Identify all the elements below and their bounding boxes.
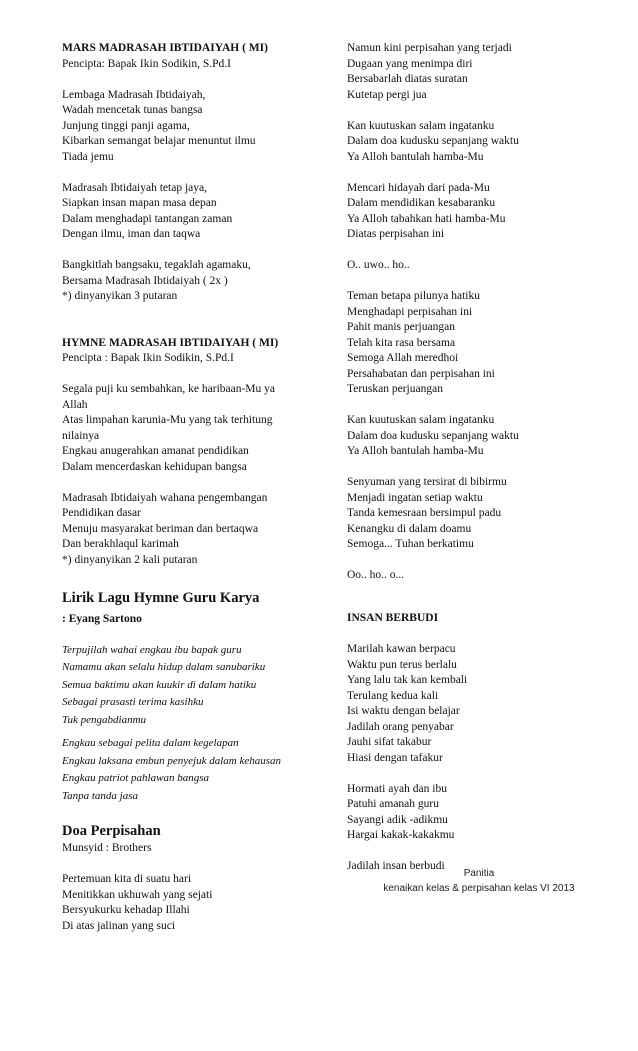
footer-committee: Panitia [463,868,495,879]
footer-event: kenaikan kelas & perpisahan kelas VI 2013 [383,883,575,894]
lyric-line: Namun kini perpisahan yang terjadi [347,42,512,54]
lyric-line: Terulang kedua kali [347,689,439,702]
lyric-line: Madrasah Ibtidaiyah wahana pengembangan [62,491,268,504]
song-title: INSAN BERBUDI [347,612,439,624]
lyric-line: Ya Alloh bantulah hamba-Mu [347,150,484,163]
lyric-line: Isi waktu dengan belajar [347,705,460,717]
lyric-line: Oo.. ho.. o... [347,569,405,581]
spacer [62,320,324,336]
spacer [347,627,587,643]
spacer [347,584,587,600]
spacer [347,766,587,782]
lyric-line: Kibarkan semangat belajar menuntut ilmu [62,135,256,147]
song-author: Pencipta: Bapak Ikin Sodikin, S.Pd.I [62,57,231,70]
lyric-line: Jauhi sifat takabur [347,736,432,748]
spacer [62,805,324,821]
lyric-line: Engkau anugerahkan amanat pendidikan [62,445,249,457]
lyric-line: Namamu akan selalu hidup dalam sanubariku [62,661,266,673]
lyric-line: Senyuman yang tersirat di bibirmu [347,476,507,488]
lyric-line: Yang lalu tak kan kembali [347,674,468,686]
lyric-line: Persahabatan dan perpisahan ini [347,367,495,380]
lyric-line: Ya Alloh bantulah hamba-Mu [347,445,484,457]
lyric-line: Hiasi dengan tafakur [347,751,443,764]
lyric-line: Bersabarlah diatas suratan [347,73,468,85]
lyric-line: Bangkitlah bangsaku, tegaklah agamaku, [62,259,251,271]
song-author: : Eyang Sartono [62,613,142,625]
lyric-line: Menjadi ingatan setiap waktu [347,491,483,504]
lyric-line: Wadah mencetak tunas bangsa [62,104,203,116]
lyric-line: Kan kuutuskan salam ingatanku [347,414,495,426]
lyric-line: Kan kuutuskan salam ingatanku [347,119,495,132]
lyric-line: Kenangku di dalam doamu [347,522,472,535]
lyric-line: Kutetap pergi jua [347,88,427,101]
lyric-line: Ya Alloh tabahkan hati hamba-Mu [347,212,506,225]
spacer [347,243,587,259]
lyric-line: Dalam menghadapi tantangan zaman [62,212,233,225]
lyric-line: Semua baktimu akan kuukir di dalam hatiku [62,678,257,691]
lyric-line: Dan berakhlaqul karimah [62,538,179,550]
lyric-line: Allah [62,398,88,411]
lyric-line: Tanda kemesraan bersimpul padu [347,507,502,519]
spacer [62,568,324,588]
lyric-line: Bersama Madrasah Ibtidaiyah ( 2x ) [62,274,228,287]
lyric-line: Hargai kakak-kakakmu [347,829,455,841]
lyric-line: Pahit manis perjuangan [347,321,455,333]
lyric-line: Tiada jemu [62,150,114,163]
spacer [347,165,587,181]
spacer [62,243,324,259]
lyric-line: *) dinyanyikan 3 putaran [62,290,178,302]
lyric-line: Waktu pun terus berlalu [347,658,457,671]
song-title: MARS MADRASAH IBTIDAIYAH ( MI) [62,42,268,54]
lyric-line: Dalam mencerdaskan kehidupan bangsa [62,460,247,473]
lyric-line: Junjung tinggi panji agama, [62,119,190,132]
lyric-line: Dalam doa kudusku sepanjang waktu [347,429,519,442]
lyric-line: Bersyukurku kehadap Illahi [62,904,190,916]
spacer [347,274,587,290]
lyric-line: Madrasah Ibtidaiyah tetap jaya, [62,181,207,194]
right-column [347,41,587,875]
spacer [347,398,587,414]
footer-signature [360,866,598,896]
lyric-line: Lembaga Madrasah Ibtidaiyah, [62,88,206,101]
lyric-line: Sayangi adik -adikmu [347,813,448,826]
lyric-line: Engkau laksana embun penyejuk dalam kehausan [62,754,282,767]
lyric-line: Tanpa tanda jasa [62,789,139,802]
lyric-line: Atas limpahan karunia-Mu yang tak terhitung [62,414,273,426]
song-title: Doa Perpisahan [62,823,161,839]
lyric-line: Menitikkan ukhuwah yang sejati [62,888,213,901]
lyric-line: Hormati ayah dan ibu [347,782,447,795]
lyric-line: Segala puji ku sembahkan, ke haribaan-Mu ya [62,383,276,395]
spacer [62,305,324,321]
lyric-line: Tuk pengabdianmu [62,713,147,726]
spacer [347,844,587,860]
spacer [347,553,587,569]
lyric-line: Menghadapi perpisahan ini [347,305,473,318]
song-author: Munsyid : Brothers [62,842,152,854]
lyric-line: Patuhi amanah guru [347,798,439,810]
lyric-line: Engkau patriot pahlawan bangsa [62,772,209,784]
lyric-line: Dalam doa kudusku sepanjang waktu [347,135,519,147]
lyric-line: Jadilah orang penyabar [347,720,454,733]
left-column [62,41,324,934]
lyric-line: *) dinyanyikan 2 kali putaran [62,553,198,566]
lyric-line: nilainya [62,429,100,442]
lyric-line: Teman betapa pilunya hatiku [347,290,480,302]
lyric-line: Semoga Allah meredhoi [347,352,459,364]
lyric-line: Dalam mendidikan kesabaranku [347,197,496,209]
lyric-line: Dengan ilmu, iman dan taqwa [62,228,201,240]
lyric-line: Di atas jalinan yang suci [62,919,176,932]
lyric-line: Jadilah insan berbudi [347,860,445,872]
lyric-line: Dugaan yang menimpa diri [347,57,473,70]
lyric-line: Semoga... Tuhan berkatimu [347,538,474,550]
lyric-line: Pendidikan dasar [62,507,141,519]
lyric-line: Sebagai prasasti terima kasihku [62,696,204,708]
spacer [347,599,587,611]
spacer [62,628,324,642]
lyric-line: Marilah kawan berpacu [347,643,456,655]
lyric-line: Teruskan perjuangan [347,383,443,395]
spacer [62,165,324,181]
song-title: Lirik Lagu Hymne Guru Karya [62,590,260,606]
lyric-line: Mencari hidayah dari pada-Mu [347,181,490,194]
spacer [62,475,324,491]
lyric-line: Engkau sebagai pelita dalam kegelapan [62,737,239,749]
spacer [62,72,324,88]
lyric-line: Diatas perpisahan ini [347,228,445,240]
lyric-line: Pertemuan kita di suatu hari [62,873,192,885]
spacer [62,857,324,873]
song-author: Pencipta : Bapak Ikin Sodikin, S.Pd.I [62,352,234,364]
lyric-line: O.. uwo.. ho.. [347,259,410,271]
lyric-line: Siapkan insan mapan masa depan [62,197,217,209]
lyric-line: Menuju masyarakat beriman dan bertaqwa [62,522,259,535]
spacer [347,103,587,119]
spacer [62,367,324,383]
lyric-line: Telah kita rasa bersama [347,336,456,349]
spacer [347,460,587,476]
song-title: HYMNE MADRASAH IBTIDAIYAH ( MI) [62,336,279,349]
lyric-line: Terpujilah wahai engkau ibu bapak guru [62,643,242,656]
